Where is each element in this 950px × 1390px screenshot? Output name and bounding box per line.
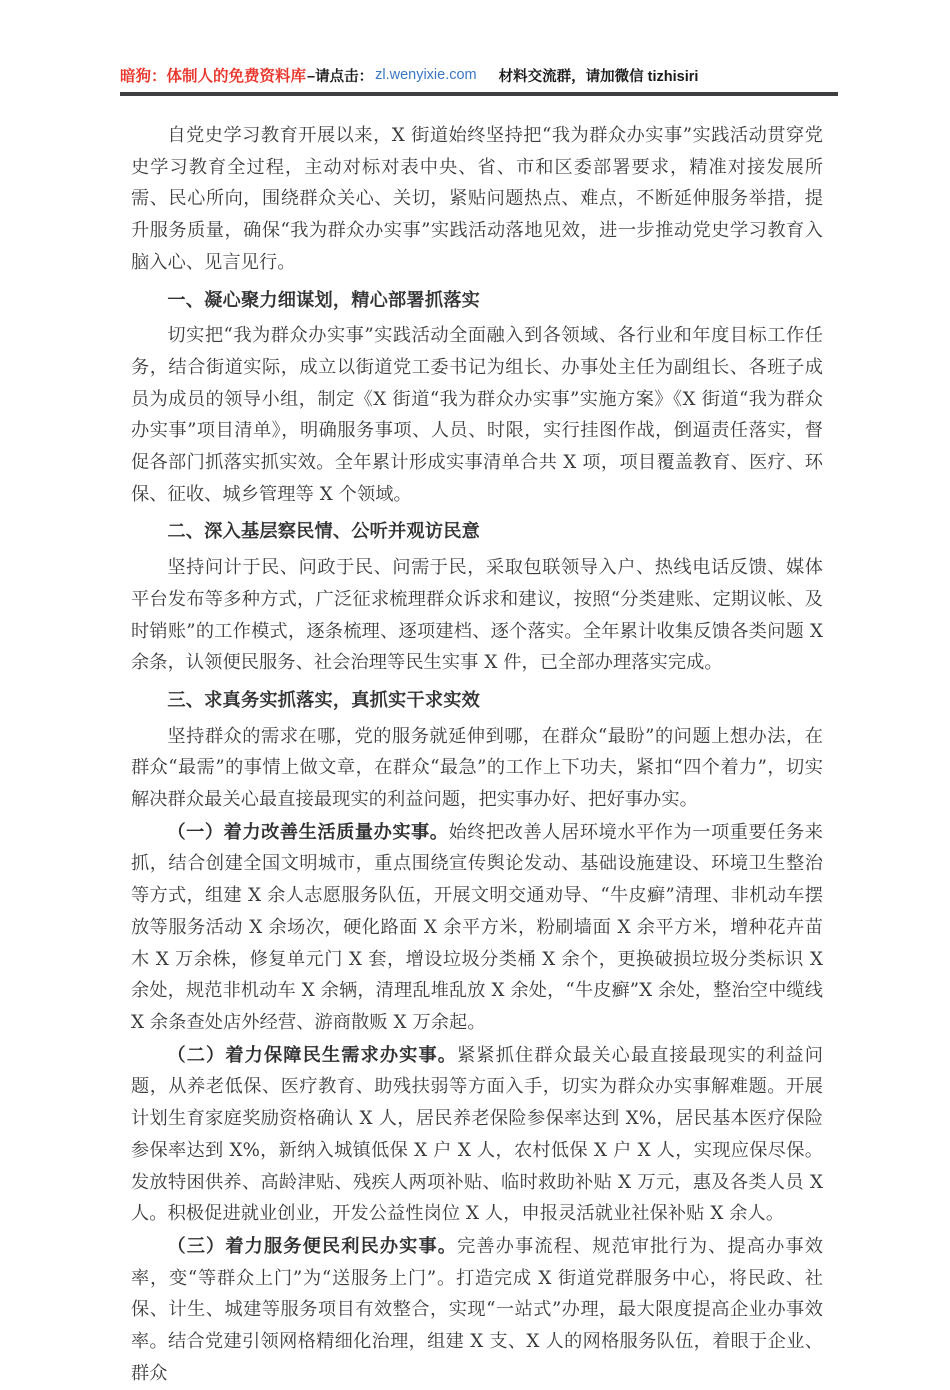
- subsection-3-lead: （三）着力服务便民利民办实事。: [167, 1235, 458, 1257]
- section-3-paragraph-1: 坚持群众的需求在哪，党的服务就延伸到哪，在群众“最盼”的问题上想办法，在群众“最需”的事情上做文章，在群众“最急”的工作上下功夫，紧扣“四个着力”，切实解决群众最关心最直接最现实的利益问题，把实事办好、把好事办实。: [131, 725, 823, 811]
- section-heading-1: 一、凝心聚力细谋划，精心部署抓落实: [167, 289, 480, 311]
- section-1-paragraph-1: 切实把“我为群众办实事”实践活动全面融入到各领域、各行业和年度目标工作任务，结合街道实际，成立以街道党工委书记为组长、办事处主任为副组长、各班子成员为成员的领导小组，制定《X 街道“我为群众办实事”实施方案》《X 街道“我为群众办实事”项目清单》，明确服务事项、人员、时限，实行挂图作战，倒逼责任落实，督促各部门抓落实抓实效。全年累计形成实事清单合共 X 项，项目覆盖教育、医疗、环保、征收、城乡管理等 X 个领域。: [131, 325, 823, 505]
- subsection-1-paragraph: [131, 817, 823, 1039]
- section-2-paragraph-1: 坚持问计于民、问政于民、问需于民，采取包联领导入户、热线电话反馈、媒体平台发布等多种方式，广泛征求梳理群众诉求和建议，按照“分类建账、定期议帐、及时销账”的工作模式，逐条梳理、逐项建档、逐个落实。全年累计收集反馈各类问题 X 余条，认领便民服务、社会治理等民生实事 X 件，已全部办理落实完成。: [131, 557, 823, 674]
- promo-banner: [120, 58, 838, 92]
- section-heading-3: 三、求真务实抓落实，真抓实干求实效: [167, 689, 480, 711]
- subsection-1-lead: （一）着力改善生活质量办实事。: [167, 821, 449, 843]
- promo-click-text: –请点击：: [307, 68, 374, 85]
- subsection-3-text: 完善办事流程、规范审批行为、提高办事效率，变“等群众上门”为“送服务上门”。打造完成 X 街道党群服务中心，将民政、社保、计生、城建等服务项目有效整合，实现“一站式”办理，最大限度提高企业办事效率。结合党建引领网格精细化治理，组建 X 支、X 人的网格服务队伍，着眼于企业、群众: [131, 1235, 823, 1384]
- section-heading-2: 二、深入基层察民情、公听并观访民意: [167, 521, 480, 543]
- promo-brand-text: 暗狗：体制人的免费资料库: [120, 68, 307, 85]
- subsection-1-text: 始终把改善人居环境水平作为一项重要任务来抓，结合创建全国文明城市，重点围绕宣传舆论发动、基础设施建设、环境卫生整治等方式，组建 X 余人志愿服务队伍，开展文明交通劝导、“牛皮癣”清理、非机动车摆放等服务活动 X 余场次，硬化路面 X 余平方米，粉刷墙面 X 余平方米，增种花卉苗木 X 万余株，修复单元门 X 套，增设垃圾分类桶 X 余个，更换破损垃圾分类标识 X 余处，规范非机动车 X 余辆，清理乱堆乱放 X 余处，“牛皮癣”X 余处，整治空中缆线 X 余条查处店外经营、游商散贩 X 万余起。: [131, 821, 823, 1033]
- document-body: [131, 120, 823, 1390]
- subsection-2-lead: （二）着力保障民生需求办实事。: [167, 1044, 458, 1066]
- promo-link[interactable]: zl.wenyixie.com: [375, 67, 477, 83]
- subsection-3-paragraph: [131, 1231, 823, 1390]
- subsection-2-text: 紧紧抓住群众最关心最直接最现实的利益问题，从养老低保、医疗教育、助残扶弱等方面入手，切实为群众办实事解难题。开展计划生育家庭奖励资格确认 X 人，居民养老保险参保率达到 X%，居民基本医疗保险参保率达到 X%，新纳入城镇低保 X 户 X 人，农村低保 X 户 X 人，实现应保尽保。发放特困供养、高龄津贴、残疾人两项补贴、临时救助补贴 X 万元，惠及各类人员 X 人。积极促进就业创业，开发公益性岗位 X 人，申报灵活就业社保补贴 X 余人。: [131, 1044, 823, 1225]
- intro-paragraph: 自党史学习教育开展以来，X 街道始终坚持把“我为群众办实事”实践活动贯穿党史学习教育全过程，主动对标对表中央、省、市和区委部署要求，精准对接发展所需、民心所向，围绕群众关心、关切，紧贴问题热点、难点，不断延伸服务举措，提升服务质量，确保“我为群众办实事”实践活动落地见效，进一步推动党史学习教育入脑入心、见言见行。: [131, 125, 823, 273]
- promo-wechat-group-text: 材料交流群，请加微信 tizhisiri: [498, 68, 699, 85]
- subsection-2-paragraph: [131, 1040, 823, 1230]
- header-divider: [120, 92, 838, 96]
